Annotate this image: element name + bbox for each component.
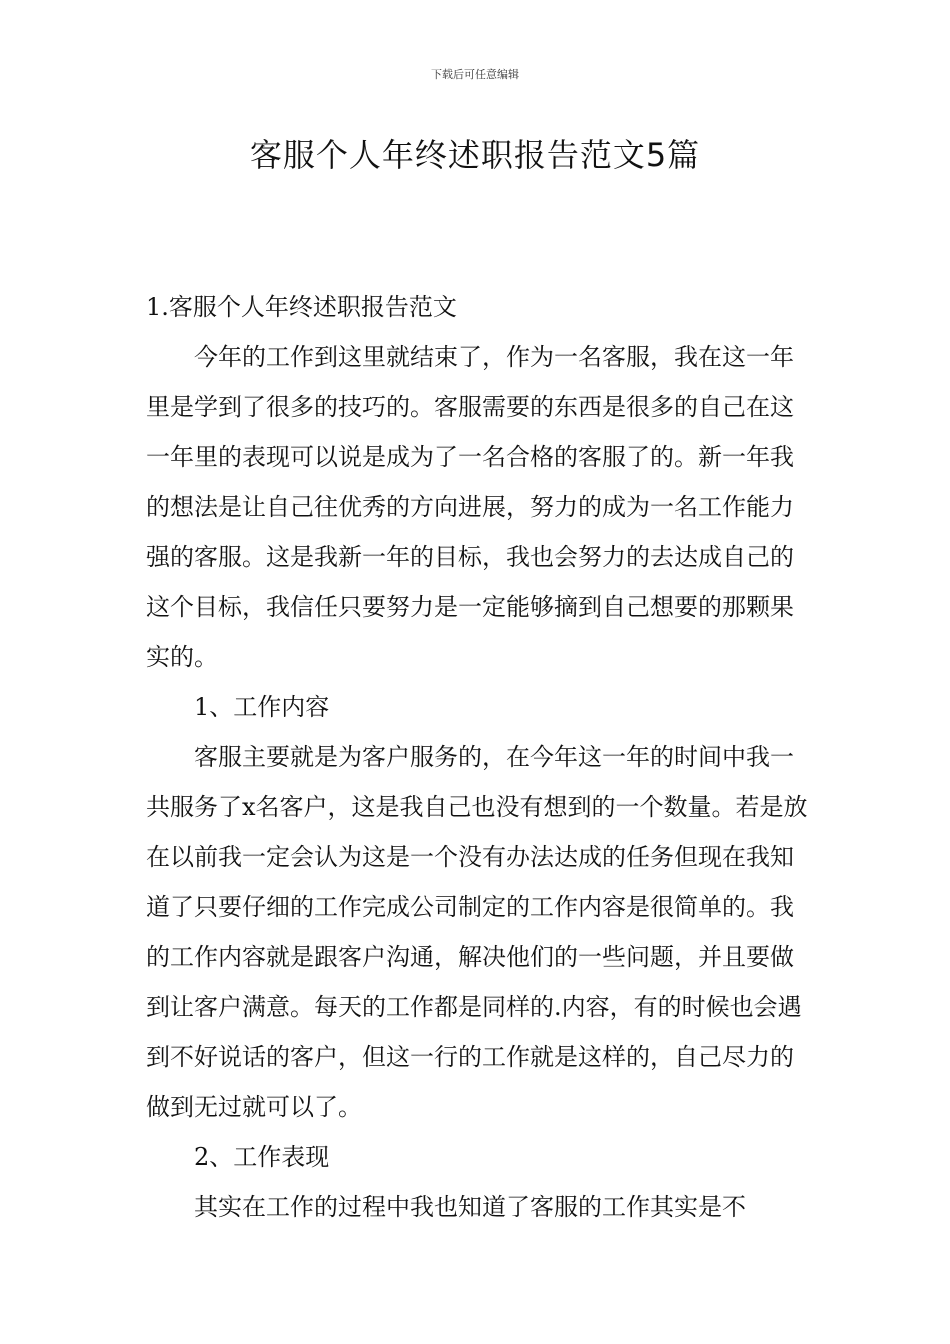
subheading-work-content: 1、工作内容 [194, 693, 330, 721]
document-body [146, 282, 811, 1232]
document-title: 客服个人年终述职报告范文5篇 [249, 136, 701, 174]
section-title: 1.客服个人年终述职报告范文 [146, 293, 457, 321]
paragraph-work-content: 客服主要就是为客户服务的，在今年这一年的时间中我一共服务了x名客户，这是我自己也没有想到的一个数量。若是放在以前我一定会认为这是一个没有办法达成的任务但现在我知道了只要仔细的工作完成公司制定的工作内容是很简单的。我的工作内容就是跟客户沟通，解决他们的一些问题，并且要做到让客户满意。每天的工作都是同样的.内容，有的时候也会遇到不好说话的客户，但这一行的工作就是这样的，自己尽力的做到无过就可以了。 [146, 743, 808, 1121]
paragraph-intro: 今年的工作到这里就结束了，作为一名客服，我在这一年里是学到了很多的技巧的。客服需要的东西是很多的自己在这一年里的表现可以说是成为了一名合格的客服了的。新一年我的想法是让自己往优秀的方向进展，努力的成为一名工作能力强的客服。这是我新一年的目标，我也会努力的去达成自己的这个目标，我信任只要努力是一定能够摘到自己想要的那颗果实的。 [146, 343, 794, 671]
paragraph-work-performance: 其实在工作的过程中我也知道了客服的工作其实是不 [194, 1193, 746, 1221]
subheading-work-performance: 2、工作表现 [194, 1143, 330, 1171]
header-note: 下载后可任意编辑 [431, 68, 519, 81]
